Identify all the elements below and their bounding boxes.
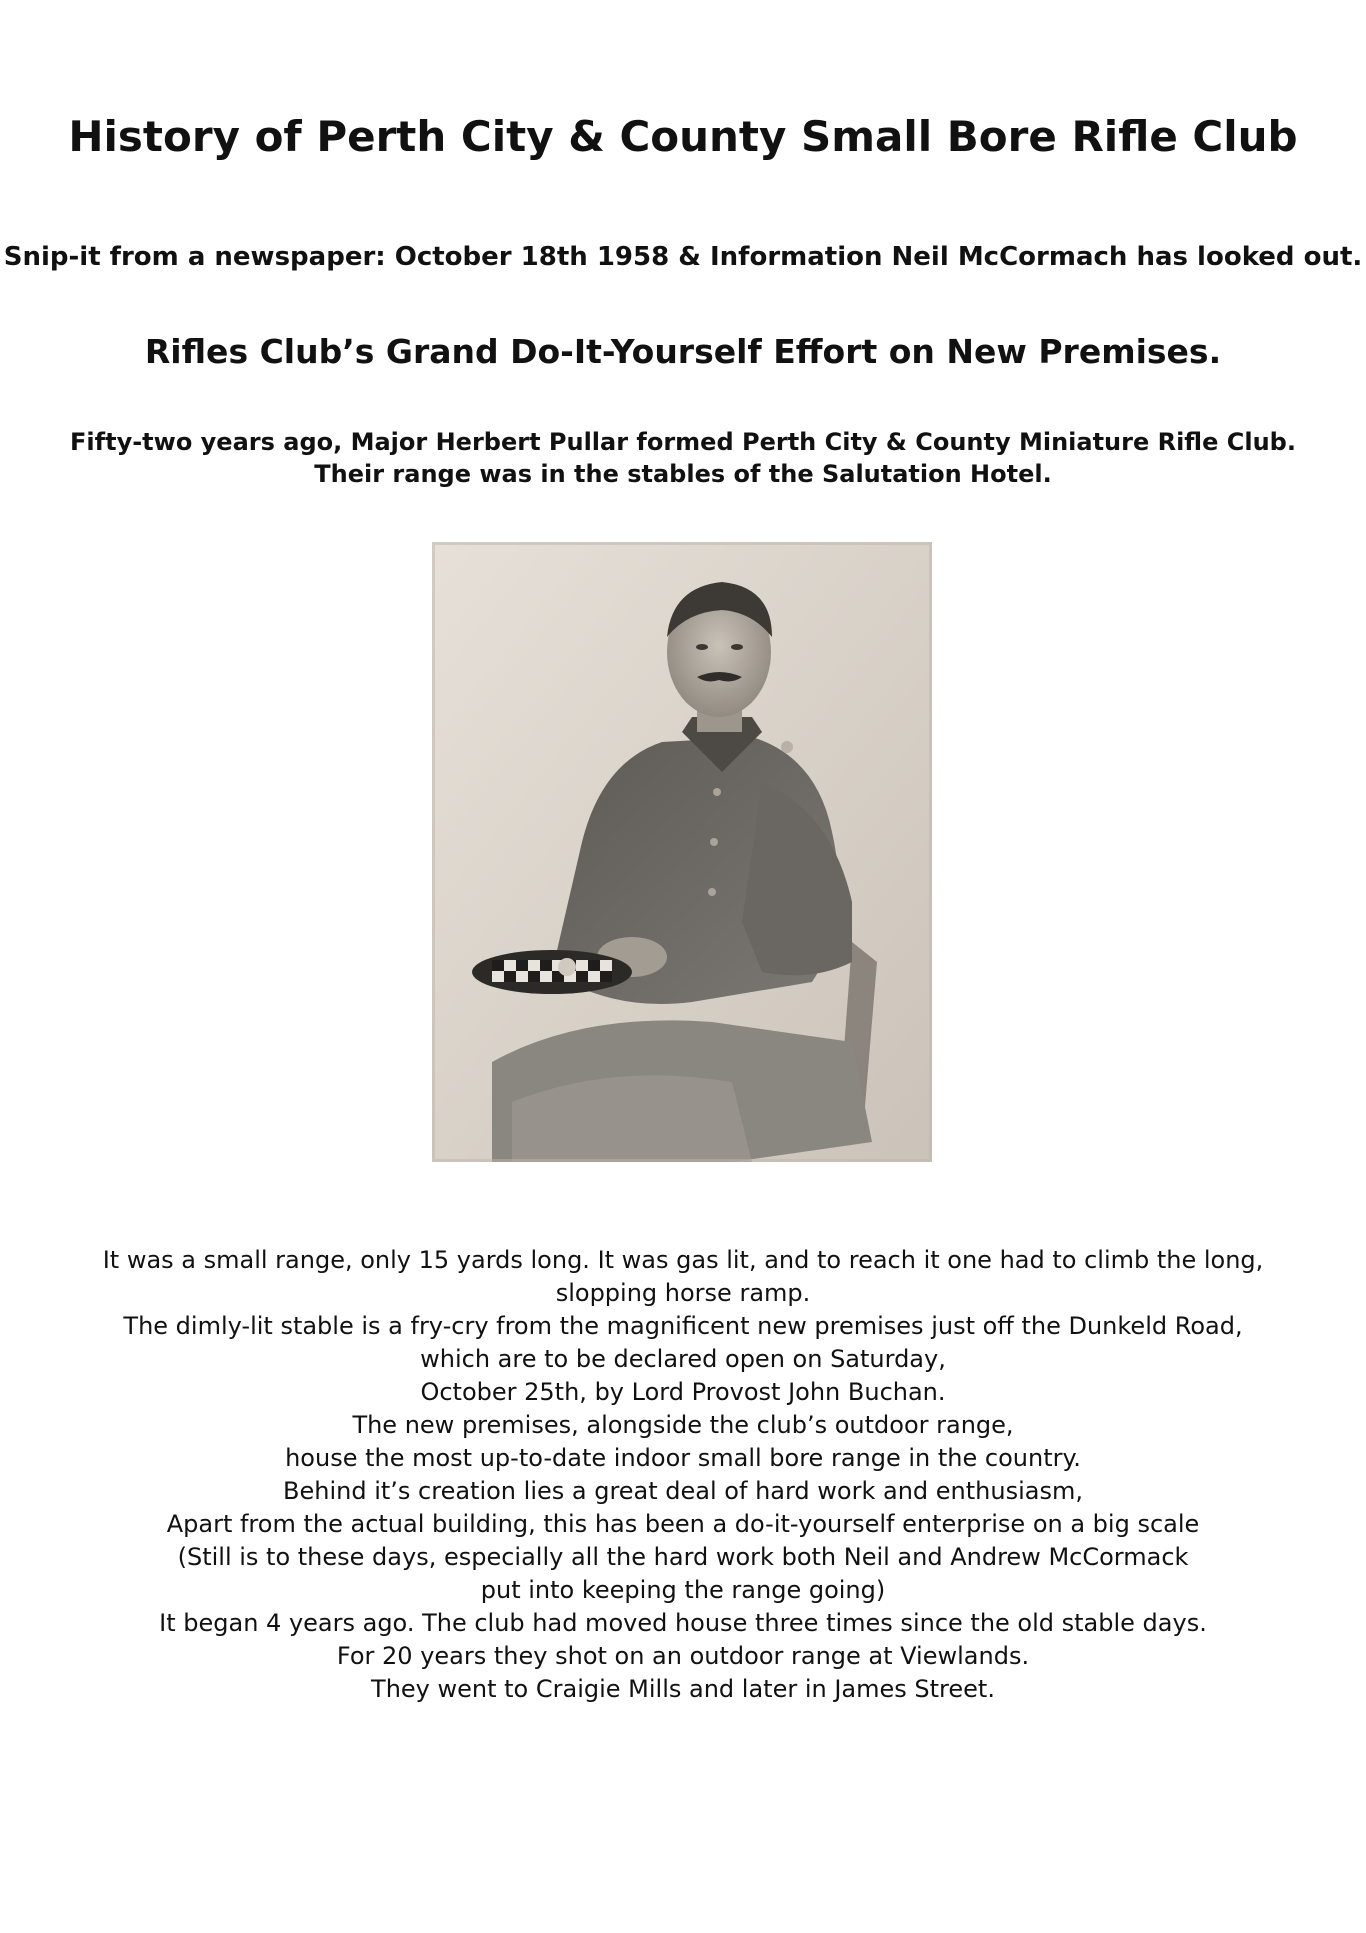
article-headline: Rifles Club’s Grand Do-It-Yourself Effort on New Premises. (144, 332, 1222, 371)
article-body (0, 1244, 1366, 1706)
body-line: They went to Craigie Mills and later in James Street. (371, 1675, 995, 1703)
page-title: History of Perth City & County Small Bore Rifle Club (68, 112, 1298, 161)
body-line: October 25th, by Lord Provost John Buchan. (420, 1378, 946, 1406)
portrait-illustration (432, 542, 932, 1162)
body-line: The dimly-lit stable is a fry-cry from the magnificent new premises just off the Dunkeld Road, (123, 1312, 1243, 1340)
body-line: Apart from the actual building, this has been a do-it-yourself enterprise on a big scale (166, 1510, 1200, 1538)
body-line: For 20 years they shot on an outdoor range at Viewlands. (336, 1642, 1030, 1670)
portrait-photograph (432, 542, 932, 1162)
body-line: slopping horse ramp. (555, 1279, 811, 1307)
intro-paragraph (0, 426, 1366, 490)
body-line: The new premises, alongside the club’s outdoor range, (352, 1411, 1014, 1439)
body-line: Behind it’s creation lies a great deal of hard work and enthusiasm, (283, 1477, 1083, 1505)
body-line: It was a small range, only 15 yards long. It was gas lit, and to reach it one had to climb the long, (102, 1246, 1264, 1274)
body-line: house the most up-to-date indoor small bore range in the country. (285, 1444, 1081, 1472)
intro-line: Fifty-two years ago, Major Herbert Pullar formed Perth City & County Miniature Rifle Club. (70, 428, 1296, 456)
body-line: put into keeping the range going) (480, 1576, 886, 1604)
intro-line: Their range was in the stables of the Salutation Hotel. (314, 460, 1052, 488)
source-line: Snip-it from a newspaper: October 18th 1958 & Information Neil McCormach has looked out. (3, 242, 1363, 272)
body-line: which are to be declared open on Saturday, (420, 1345, 946, 1373)
body-line: (Still is to these days, especially all the hard work both Neil and Andrew McCormack (177, 1543, 1189, 1571)
body-line: It began 4 years ago. The club had moved house three times since the old stable days. (159, 1609, 1207, 1637)
